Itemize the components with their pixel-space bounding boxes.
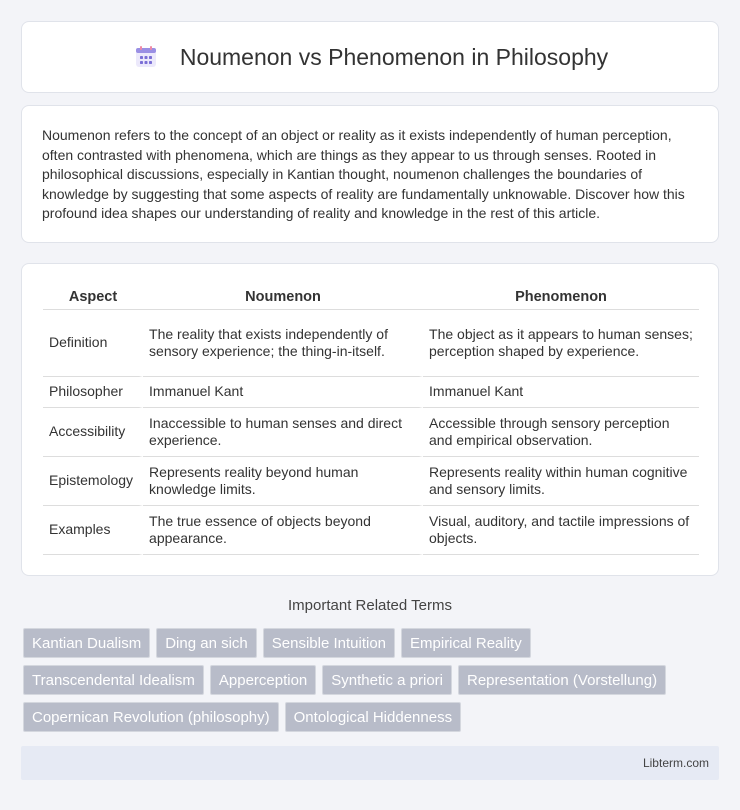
row-noumenon: Represents reality beyond human knowledge limits. xyxy=(143,457,423,506)
calendar-grid-icon xyxy=(132,43,160,71)
related-term-tag[interactable]: Representation (Vorstellung) xyxy=(458,665,666,695)
table-header-row xyxy=(43,284,699,310)
column-header-noumenon: Noumenon xyxy=(143,284,423,310)
intro-text: Noumenon refers to the concept of an object or reality as it exists independently of human perception, often contrasted with phenomena, which are things as they appear to us through senses. Rooted in philosophical discussions, especially in Kantian thought, noumenon challenges the boundaries of knowledge by suggesting that some aspects of reality are fundamentally unknowable. Discover how this profound idea shapes our understanding of reality and knowledge in the rest of this article. xyxy=(42,127,685,221)
column-header-phenomenon: Phenomenon xyxy=(423,284,699,310)
table-row xyxy=(43,377,699,408)
row-noumenon: Immanuel Kant xyxy=(143,377,423,408)
table-row xyxy=(43,457,699,506)
footer xyxy=(21,746,719,780)
page-title: Noumenon vs Phenomenon in Philosophy xyxy=(179,43,609,70)
row-aspect: Accessibility xyxy=(43,408,143,457)
related-term-tag[interactable]: Ding an sich xyxy=(156,628,257,658)
row-phenomenon: Visual, auditory, and tactile impressions of objects. xyxy=(423,506,699,555)
row-aspect: Examples xyxy=(43,506,143,555)
intro-card xyxy=(21,105,719,243)
related-term-tag[interactable]: Sensible Intuition xyxy=(263,628,395,658)
comparison-table-card xyxy=(21,263,719,576)
related-term-tag[interactable]: Synthetic a priori xyxy=(322,665,452,695)
row-noumenon: The reality that exists independently of sensory experience; the thing-in-itself. xyxy=(143,310,423,377)
row-phenomenon: Represents reality within human cognitive and sensory limits. xyxy=(423,457,699,506)
column-header-aspect: Aspect xyxy=(43,284,143,310)
related-term-tag[interactable]: Kantian Dualism xyxy=(23,628,150,658)
related-terms-title: Important Related Terms xyxy=(288,597,452,614)
row-phenomenon: The object as it appears to human senses; perception shaped by experience. xyxy=(423,310,699,377)
related-term-tag[interactable]: Ontological Hiddenness xyxy=(285,702,461,732)
footer-site-link[interactable]: Libterm.com xyxy=(642,756,709,770)
table-row xyxy=(43,310,699,377)
row-aspect: Epistemology xyxy=(43,457,143,506)
row-aspect: Philosopher xyxy=(43,377,143,408)
row-phenomenon: Immanuel Kant xyxy=(423,377,699,408)
row-noumenon: The true essence of objects beyond appearance. xyxy=(143,506,423,555)
row-phenomenon: Accessible through sensory perception and empirical observation. xyxy=(423,408,699,457)
row-noumenon: Inaccessible to human senses and direct experience. xyxy=(143,408,423,457)
header-card xyxy=(21,21,719,93)
related-term-tag[interactable]: Empirical Reality xyxy=(401,628,531,658)
related-term-tag[interactable]: Copernican Revolution (philosophy) xyxy=(23,702,279,732)
related-term-tag[interactable]: Transcendental Idealism xyxy=(23,665,204,695)
related-terms-list xyxy=(23,628,713,732)
related-term-tag[interactable]: Apperception xyxy=(210,665,316,695)
table-row xyxy=(43,408,699,457)
comparison-table xyxy=(43,284,699,555)
row-aspect: Definition xyxy=(43,310,143,377)
table-row xyxy=(43,506,699,555)
